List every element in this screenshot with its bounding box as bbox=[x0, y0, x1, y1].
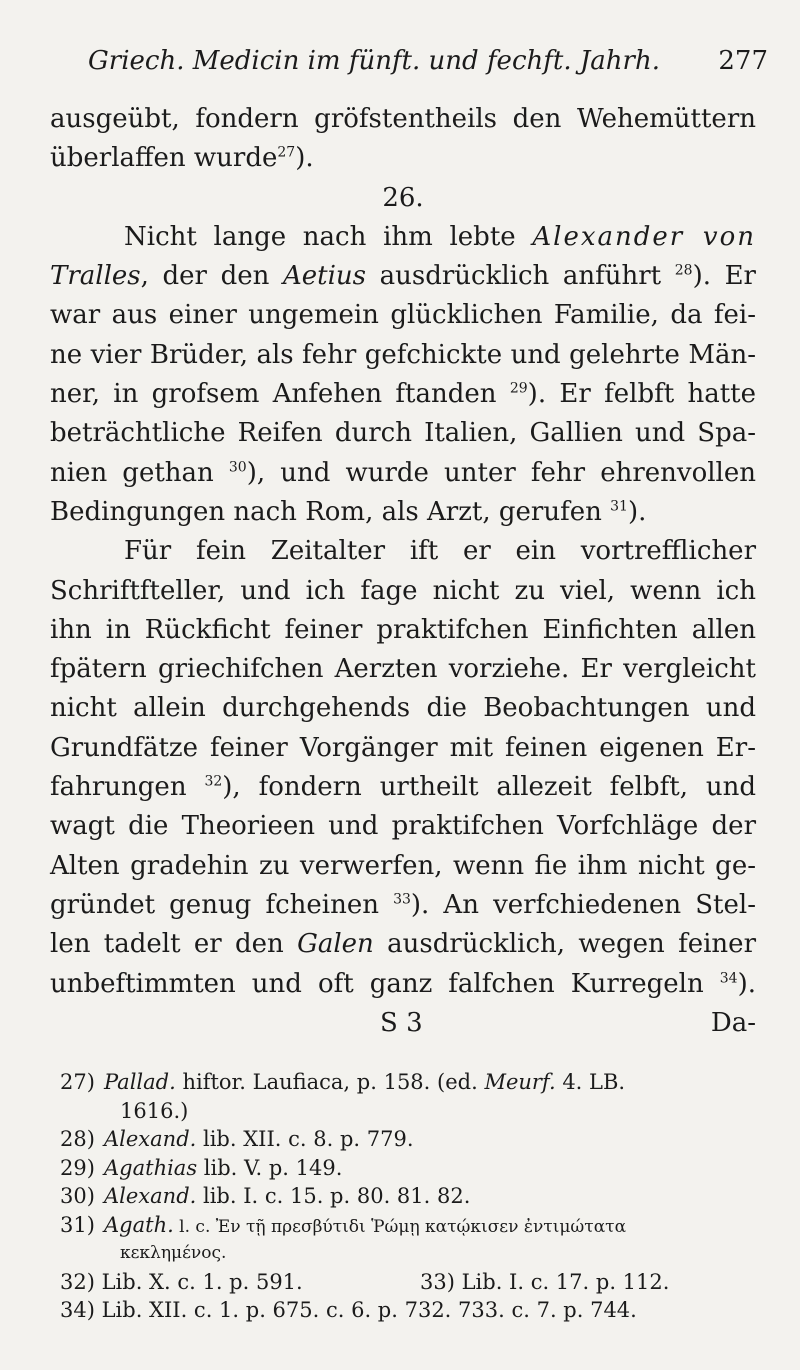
author-name: Alexander von bbox=[532, 221, 756, 252]
text-line: Grundfätze feiner Vorgänger mit feinen eigenen Er- bbox=[50, 732, 756, 763]
text-line: Schriftfteller, und ich fage nicht zu viel, wenn ich bbox=[50, 575, 756, 606]
text-line: Bedingungen nach Rom, als Arzt, gerufen $^{31}$). bbox=[50, 496, 647, 527]
footnote-ref: 33 bbox=[393, 891, 411, 908]
signature-line bbox=[50, 1004, 756, 1043]
page-number: 277 bbox=[718, 46, 768, 76]
author-name: Galen bbox=[297, 929, 374, 960]
footnote-30: 30) Alexand. lib. I. c. 15. p. 80. 81. 82. bbox=[60, 1184, 471, 1208]
text-line: ner, in grofsem Anfehen ftanden $^{29}$). Er felbft hatte bbox=[50, 379, 756, 410]
footnote-ref: 31 bbox=[610, 498, 628, 515]
footnote-ref: 30 bbox=[228, 459, 247, 476]
text-line: fpätern griechifchen Aerzten vorziehe. Er vergleicht bbox=[50, 654, 756, 685]
footnote-29: 29) Agathias lib. V. p. 149. bbox=[60, 1155, 343, 1180]
text-line: überlaffen wurde$^{27}$). bbox=[50, 143, 314, 174]
text-line: Tralles, der den Aetius ausdrücklich anführt $^{28}$). Er bbox=[50, 261, 756, 292]
text-line: ne vier Brüder, als fehr gefchickte und gelehrte Män- bbox=[50, 339, 756, 370]
text-line: war aus einer ungemein glücklichen Familie, da fei- bbox=[50, 300, 756, 331]
footnote-27-cont: 1616.) bbox=[120, 1098, 189, 1123]
text-line: fahrungen $^{32}$), fondern urtheilt allezeit felbft, und bbox=[50, 772, 756, 803]
main-text bbox=[50, 100, 756, 1043]
signature-mark: S 3 bbox=[380, 1007, 423, 1038]
footnote-ref: 29 bbox=[509, 380, 528, 397]
text-line: len tadelt er den Galen ausdrücklich, wegen feiner bbox=[50, 929, 756, 960]
catchword: Da- bbox=[710, 1007, 756, 1038]
footnotes bbox=[60, 1068, 760, 1325]
footnote-ref: 34 bbox=[719, 969, 738, 986]
text-line: ihn in Rückficht feiner praktifchen Einfichten allen bbox=[50, 614, 756, 645]
running-title: Griech. Medicin im fünft. und fechft. Jahrh. bbox=[88, 46, 660, 76]
text-line: gründet genug fcheinen $^{33}$). An verfchiedenen Stel- bbox=[50, 889, 756, 920]
text-line: ausgeübt, fondern gröfstentheils den Wehemüttern bbox=[50, 104, 756, 134]
text-line: Für fein Zeitalter ift er ein vortrefflicher bbox=[124, 536, 756, 567]
footnote-ref: 28 bbox=[674, 262, 693, 279]
footnote-34: 34) Lib. XII. c. 1. p. 675. c. 6. p. 732. 733. c. 7. p. 744. bbox=[60, 1298, 637, 1322]
author-name: Aetius bbox=[282, 261, 366, 292]
footnote-31: 31) Agath. l. c. Ἐν τῇ πρεσβύτιδι Ῥώμῃ κατῴκισεν ἐντιμώτατα bbox=[60, 1212, 627, 1237]
text-line: nien gethan $^{30}$), und wurde unter fehr ehrenvollen bbox=[50, 457, 756, 488]
text-line: beträchtliche Reifen durch Italien, Gallien und Spa- bbox=[50, 418, 756, 449]
footnote-32: 32) Lib. X. c. 1. p. 591. bbox=[60, 1269, 303, 1294]
footnote-33: 33) Lib. I. c. 17. p. 112. bbox=[420, 1269, 670, 1294]
text-line: unbeftimmten und oft ganz falfchen Kurregeln $^{34}$). bbox=[50, 968, 756, 999]
footnote-row-32-33 bbox=[60, 1268, 760, 1297]
footnote-ref: 27 bbox=[277, 144, 296, 161]
footnote-ref: 32 bbox=[204, 773, 223, 790]
running-header bbox=[88, 38, 768, 84]
footnote-27: 27) Pallad. hiftor. Laufiaca, p. 158. (ed. Meurf. 4. LB. bbox=[60, 1070, 626, 1094]
text-line: Nicht lange nach ihm lebte Alexander von bbox=[124, 221, 756, 252]
section-number: 26. bbox=[382, 182, 424, 213]
text-line: wagt die Theorieen und praktifchen Vorfchläge der bbox=[50, 811, 756, 842]
footnote-31-cont: κεκλημένος. bbox=[120, 1243, 227, 1263]
text-line: Alten gradehin zu verwerfen, wenn fie ihm nicht ge- bbox=[50, 850, 756, 881]
footnote-28: 28) Alexand. lib. XII. c. 8. p. 779. bbox=[60, 1127, 414, 1151]
text-line: nicht allein durchgehends die Beobachtungen und bbox=[50, 693, 756, 724]
